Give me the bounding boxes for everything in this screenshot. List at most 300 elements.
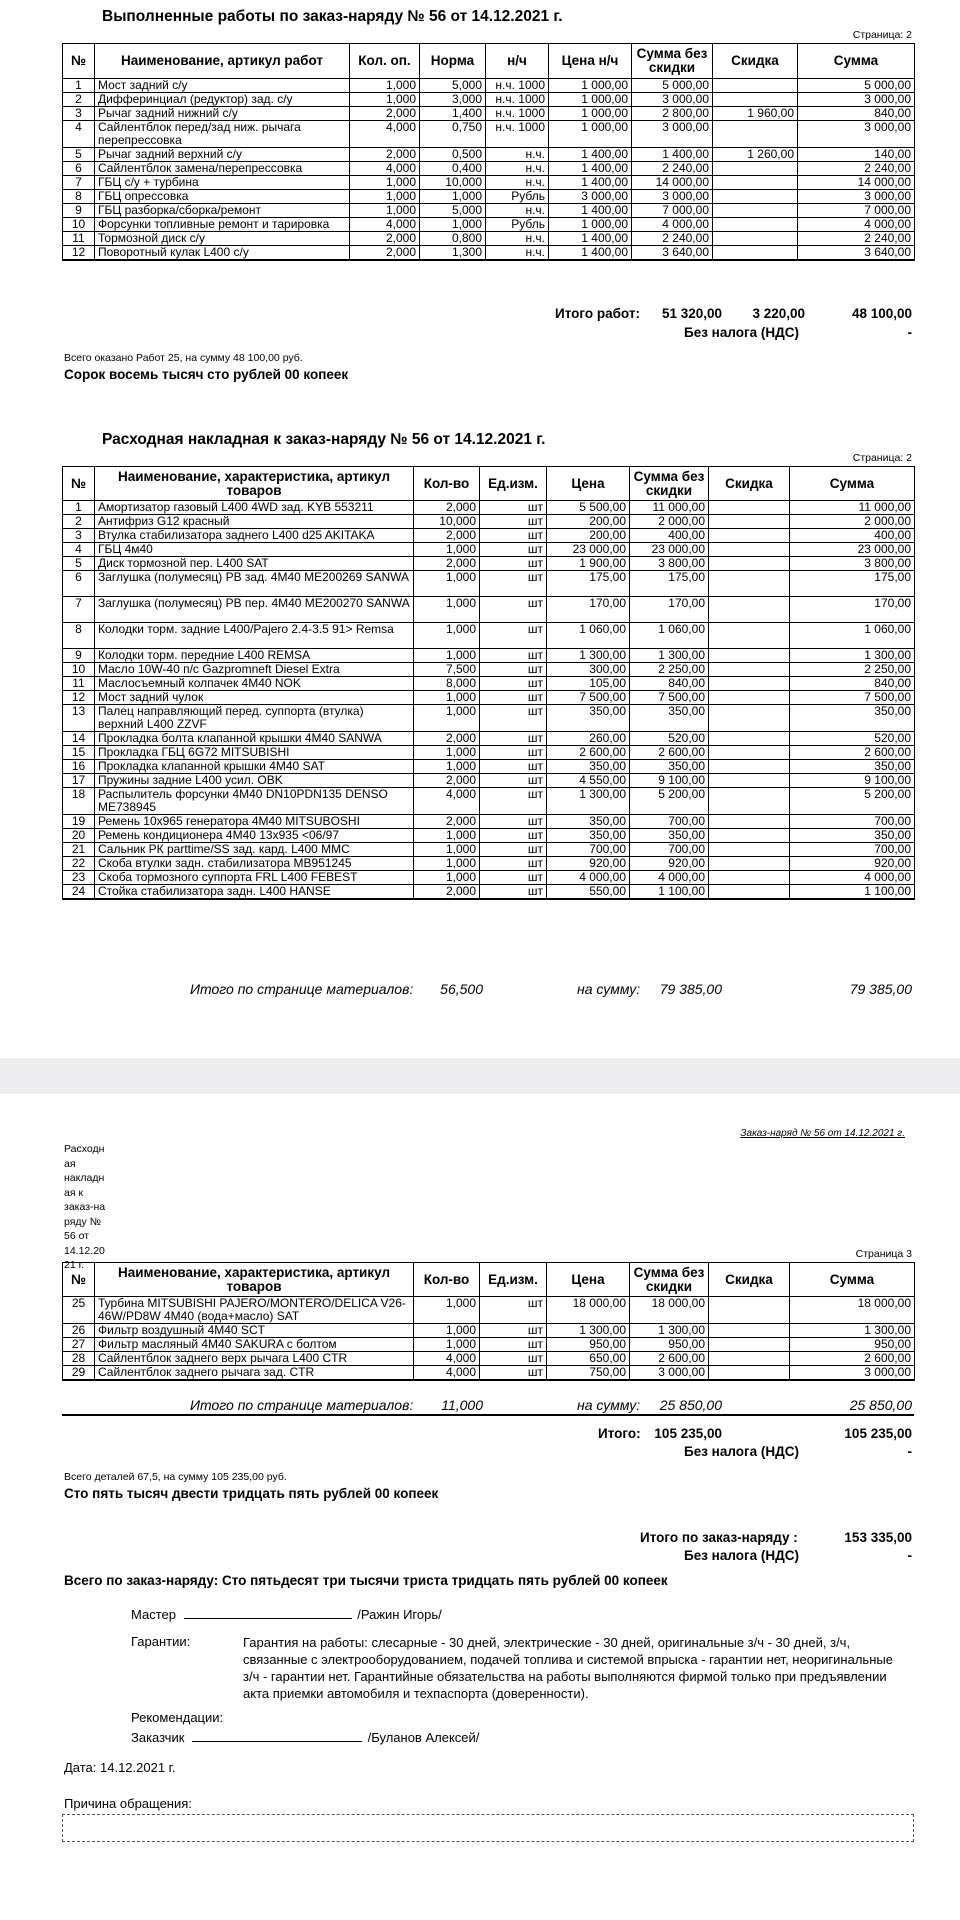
table-cell: 1,000 bbox=[414, 871, 480, 885]
table-cell: 750,00 bbox=[547, 1366, 630, 1381]
table-cell: 200,00 bbox=[547, 529, 630, 543]
column-header: Ед.изм. bbox=[480, 1263, 547, 1297]
table-row bbox=[63, 190, 915, 204]
table-cell: Сайлентблок замена/перепрессовка bbox=[95, 162, 350, 176]
table-cell bbox=[713, 204, 798, 218]
table-cell: 15 bbox=[63, 746, 95, 760]
table-cell: 14 000,00 bbox=[798, 176, 915, 190]
table-cell: 4,000 bbox=[414, 1352, 480, 1366]
table-cell: 10 bbox=[63, 663, 95, 677]
table-cell: 700,00 bbox=[790, 843, 915, 857]
table-cell bbox=[709, 815, 790, 829]
table-cell bbox=[709, 1352, 790, 1366]
table-cell: Маслосъемный колпачек 4M40 NOK bbox=[95, 677, 414, 691]
table-cell: шт bbox=[480, 1366, 547, 1381]
table-cell: 2 240,00 bbox=[798, 162, 915, 176]
table-cell bbox=[709, 1297, 790, 1324]
table-cell: 840,00 bbox=[798, 107, 915, 121]
table-cell bbox=[713, 218, 798, 232]
table-row bbox=[63, 829, 915, 843]
table-cell: 3 000,00 bbox=[798, 190, 915, 204]
column-header: № bbox=[63, 44, 95, 79]
table-row bbox=[63, 246, 915, 261]
table-cell: Рычаг задний верхний с/у bbox=[95, 148, 350, 162]
table-cell: 4,000 bbox=[350, 218, 420, 232]
column-header: Кол-во bbox=[414, 1263, 480, 1297]
table-cell: 2 250,00 bbox=[790, 663, 915, 677]
table-cell: 11 bbox=[63, 232, 95, 246]
table-cell: 520,00 bbox=[630, 732, 709, 746]
order-no-tax-value: - bbox=[907, 1548, 912, 1563]
table-cell: Скоба тормозного суппорта FRL L400 FEBEST bbox=[95, 871, 414, 885]
works-table bbox=[62, 43, 915, 261]
table-cell: 3 800,00 bbox=[630, 557, 709, 571]
column-header: Сумма bbox=[790, 1263, 915, 1297]
column-header: Наименование, артикул работ bbox=[95, 44, 350, 79]
table-cell: 20 bbox=[63, 829, 95, 843]
table-cell: 7 bbox=[63, 597, 95, 623]
column-header: Сумма bbox=[790, 467, 915, 501]
parts-page-label: Страница: 2 bbox=[852, 452, 912, 464]
table-cell: 29 bbox=[63, 1366, 95, 1381]
guarantee-label: Гарантии: bbox=[131, 1634, 191, 1649]
table-cell: Заглушка (полумесяц) РВ зад. 4M40 ME200269 SANWA bbox=[95, 571, 414, 597]
table-cell: 1 100,00 bbox=[790, 885, 915, 900]
table-cell: 400,00 bbox=[630, 529, 709, 543]
table-cell bbox=[709, 623, 790, 649]
table-cell: 1 000,00 bbox=[549, 107, 632, 121]
parts-page-total-label: Итого по странице материалов: bbox=[190, 981, 414, 997]
table-cell: шт bbox=[480, 677, 547, 691]
table-cell: 2,000 bbox=[414, 557, 480, 571]
table-cell: 260,00 bbox=[547, 732, 630, 746]
table-cell: 1 400,00 bbox=[549, 148, 632, 162]
table-cell: 19 bbox=[63, 815, 95, 829]
table-cell: 1,000 bbox=[350, 176, 420, 190]
table-cell: 2,000 bbox=[350, 107, 420, 121]
table-cell: Скоба втулки задн. стабилизатора MB951245 bbox=[95, 857, 414, 871]
vertical-caption-line: 21 г. bbox=[64, 1259, 85, 1271]
table-cell: Турбина MITSUBISHI PAJERO/MONTERO/DELICA V26-46W/PD8W 4M40 (вода+масло) SAT bbox=[95, 1297, 414, 1324]
table-cell: 11 bbox=[63, 677, 95, 691]
table-cell: 1 000,00 bbox=[549, 121, 632, 148]
table-row bbox=[63, 677, 915, 691]
table-cell: 1,000 bbox=[350, 204, 420, 218]
table-cell bbox=[713, 176, 798, 190]
table-cell: Рубль bbox=[486, 190, 549, 204]
table-cell bbox=[709, 663, 790, 677]
parts-no-tax-value: - bbox=[907, 1444, 912, 1459]
table-cell: 140,00 bbox=[798, 148, 915, 162]
table-cell bbox=[709, 843, 790, 857]
works-total-sum: 48 100,00 bbox=[851, 306, 912, 321]
table-row bbox=[63, 204, 915, 218]
table-cell: 4,000 bbox=[350, 162, 420, 176]
column-header: Сумма без скидки bbox=[632, 44, 713, 79]
table-row bbox=[63, 218, 915, 232]
vertical-caption-line: заказ-на bbox=[64, 1201, 106, 1213]
table-cell: 1 300,00 bbox=[790, 1324, 915, 1338]
parts-title: Расходная накладная к заказ-наряду № 56 от 14.12.2021 г. bbox=[102, 431, 546, 448]
table-cell: 4 000,00 bbox=[798, 218, 915, 232]
table-cell: 2 240,00 bbox=[798, 232, 915, 246]
table-cell: шт bbox=[480, 885, 547, 900]
table-cell: шт bbox=[480, 501, 547, 515]
table-cell: 5 500,00 bbox=[547, 501, 630, 515]
table-cell bbox=[709, 557, 790, 571]
table-cell bbox=[709, 1324, 790, 1338]
table-row bbox=[63, 501, 915, 515]
table-cell: 7 500,00 bbox=[630, 691, 709, 705]
table-cell: 1 900,00 bbox=[547, 557, 630, 571]
table-cell: 3 800,00 bbox=[790, 557, 915, 571]
order-header-right: Заказ-наряд № 56 от 14.12.2021 г. bbox=[740, 1128, 905, 1139]
table-cell bbox=[709, 732, 790, 746]
table-cell: 2 600,00 bbox=[630, 1352, 709, 1366]
table-cell: ГБЦ 4м40 bbox=[95, 543, 414, 557]
table-cell: 1,000 bbox=[414, 571, 480, 597]
table-cell: Масло 10W-40 п/с Gazpromneft Diesel Extra bbox=[95, 663, 414, 677]
table-cell bbox=[713, 121, 798, 148]
table-cell: 5 bbox=[63, 148, 95, 162]
table-cell bbox=[709, 691, 790, 705]
table-cell: Прокладка ГБЦ 6G72 MITSUBISHI bbox=[95, 746, 414, 760]
table-cell: Рычаг задний нижний с/у bbox=[95, 107, 350, 121]
table-cell: шт bbox=[480, 663, 547, 677]
table-cell: 950,00 bbox=[547, 1338, 630, 1352]
recommend-label: Рекомендации: bbox=[131, 1710, 224, 1725]
table-cell: 3 640,00 bbox=[632, 246, 713, 261]
table-cell: 5,000 bbox=[420, 79, 486, 93]
table-cell: шт bbox=[480, 515, 547, 529]
table-cell: 7 000,00 bbox=[798, 204, 915, 218]
parts-page-total-final: 79 385,00 bbox=[849, 981, 912, 997]
table-cell bbox=[709, 515, 790, 529]
table-row bbox=[63, 107, 915, 121]
table-cell: шт bbox=[480, 857, 547, 871]
table-cell: Амортизатор газовый L400 4WD зад. KYB 553211 bbox=[95, 501, 414, 515]
column-header: Наименование, характеристика, артикул товаров bbox=[95, 1263, 414, 1297]
table-cell: 400,00 bbox=[790, 529, 915, 543]
table-cell: 11 000,00 bbox=[790, 501, 915, 515]
table-cell: 0,400 bbox=[420, 162, 486, 176]
table-cell: Стойка стабилизатора задн. L400 HANSE bbox=[95, 885, 414, 900]
table-cell bbox=[709, 571, 790, 597]
column-header: Цена н/ч bbox=[549, 44, 632, 79]
table-cell: 175,00 bbox=[790, 571, 915, 597]
table-cell bbox=[713, 190, 798, 204]
table-cell: шт bbox=[480, 760, 547, 774]
table-cell: 1,300 bbox=[420, 246, 486, 261]
table-cell: 12 bbox=[63, 246, 95, 261]
table-cell: н.ч. 1000 bbox=[486, 107, 549, 121]
table-cell: 3 bbox=[63, 107, 95, 121]
table-row bbox=[63, 515, 915, 529]
table-cell: 8 bbox=[63, 623, 95, 649]
master-label: Мастер bbox=[131, 1607, 176, 1622]
table-cell: 5 200,00 bbox=[630, 788, 709, 815]
table-row bbox=[63, 93, 915, 107]
table-cell: 1,000 bbox=[420, 190, 486, 204]
table-cell bbox=[709, 543, 790, 557]
table-cell: 2 600,00 bbox=[630, 746, 709, 760]
table-cell bbox=[709, 746, 790, 760]
table-cell: 1,000 bbox=[414, 760, 480, 774]
table-cell: 300,00 bbox=[547, 663, 630, 677]
table-cell: 2,000 bbox=[414, 885, 480, 900]
table-cell: 170,00 bbox=[630, 597, 709, 623]
table-cell bbox=[709, 705, 790, 732]
table-cell: 2,000 bbox=[350, 232, 420, 246]
table-cell: 350,00 bbox=[630, 705, 709, 732]
vertical-caption-line: накладн bbox=[64, 1172, 105, 1184]
table-cell bbox=[709, 829, 790, 843]
table-cell: 3 000,00 bbox=[632, 93, 713, 107]
table-cell: 4,000 bbox=[414, 1366, 480, 1381]
table-cell: 9 bbox=[63, 649, 95, 663]
table-cell: 1 300,00 bbox=[790, 649, 915, 663]
table-cell: 1 000,00 bbox=[549, 218, 632, 232]
table-cell: Распылитель форсунки 4M40 DN10PDN135 DENSO ME738945 bbox=[95, 788, 414, 815]
table-cell: 105,00 bbox=[547, 677, 630, 691]
vertical-caption-line: Расходн bbox=[64, 1143, 105, 1155]
parts-page-total-qty: 56,500 bbox=[440, 981, 483, 997]
table-row bbox=[63, 543, 915, 557]
table-cell: 14 bbox=[63, 732, 95, 746]
table-cell: Ремень кондиционера 4M40 13х935 <06/97 bbox=[95, 829, 414, 843]
table-cell: 1,000 bbox=[414, 705, 480, 732]
table-cell: 4 550,00 bbox=[547, 774, 630, 788]
table-cell: 3 000,00 bbox=[549, 190, 632, 204]
table-cell: 1 060,00 bbox=[630, 623, 709, 649]
parts-grand-total-label: Итого: bbox=[598, 1426, 641, 1441]
table-cell bbox=[709, 857, 790, 871]
table-cell: 26 bbox=[63, 1324, 95, 1338]
table-cell: 920,00 bbox=[790, 857, 915, 871]
table-cell: шт bbox=[480, 557, 547, 571]
table-cell: 7 000,00 bbox=[632, 204, 713, 218]
column-header: Скидка bbox=[713, 44, 798, 79]
column-header: № bbox=[63, 467, 95, 501]
column-header: Скидка bbox=[709, 467, 790, 501]
order-total-value: 153 335,00 bbox=[844, 1530, 912, 1545]
works-no-tax-label: Без налога (НДС) bbox=[684, 325, 799, 340]
vertical-caption-line: 14.12.20 bbox=[64, 1244, 105, 1257]
table-cell: 10,000 bbox=[420, 176, 486, 190]
table-cell: 4 bbox=[63, 543, 95, 557]
reason-field[interactable] bbox=[62, 1814, 914, 1842]
table-cell: 22 bbox=[63, 857, 95, 871]
table-row bbox=[63, 121, 915, 148]
table-cell: 27 bbox=[63, 1338, 95, 1352]
table-cell: Рубль bbox=[486, 218, 549, 232]
master-signature-blank bbox=[184, 1618, 352, 1619]
parts2-total-rule bbox=[62, 1414, 914, 1416]
table-cell: Заглушка (полумесяц) РВ пер. 4M40 ME200270 SANWA bbox=[95, 597, 414, 623]
table-cell: Колодки торм. передние L400 REMSA bbox=[95, 649, 414, 663]
table-cell bbox=[709, 597, 790, 623]
table-cell: 1 300,00 bbox=[547, 649, 630, 663]
works-total-no-discount: 51 320,00 bbox=[661, 306, 722, 321]
table-row bbox=[63, 691, 915, 705]
table-cell: Диск тормозной пер. L400 SAT bbox=[95, 557, 414, 571]
table-cell: н.ч. bbox=[486, 176, 549, 190]
table-row bbox=[63, 732, 915, 746]
table-cell: шт bbox=[480, 746, 547, 760]
table-cell: шт bbox=[480, 543, 547, 557]
table-cell: 2,000 bbox=[414, 815, 480, 829]
works-no-tax-value: - bbox=[907, 325, 912, 340]
parts-summary-words: Сто пять тысяч двести тридцать пять рублей 00 копеек bbox=[64, 1486, 439, 1501]
works-total-label: Итого работ: bbox=[555, 306, 640, 321]
table-row bbox=[63, 871, 915, 885]
table-cell: 350,00 bbox=[630, 829, 709, 843]
table-cell: Прокладка клапанной крышки 4M40 SAT bbox=[95, 760, 414, 774]
table-cell: Сайлентблок перед/зад ниж. рычага перепрессовка bbox=[95, 121, 350, 148]
table-cell: 2 600,00 bbox=[790, 1352, 915, 1366]
table-cell: 4 000,00 bbox=[790, 871, 915, 885]
table-cell bbox=[709, 501, 790, 515]
table-cell bbox=[709, 529, 790, 543]
table-cell: Форсунки топливные ремонт и тарировка bbox=[95, 218, 350, 232]
vertical-caption-line: ая к bbox=[64, 1186, 84, 1199]
table-cell: 1,000 bbox=[350, 79, 420, 93]
table-cell: 4 bbox=[63, 121, 95, 148]
table-cell: 2,000 bbox=[350, 148, 420, 162]
works-page-label: Страница: 2 bbox=[852, 29, 912, 41]
table-cell: 18 000,00 bbox=[790, 1297, 915, 1324]
table-cell: 350,00 bbox=[547, 705, 630, 732]
table-cell: 1,000 bbox=[414, 597, 480, 623]
table-cell: 9 bbox=[63, 204, 95, 218]
table-cell: Втулка стабилизатора заднего L400 d25 AKITAKA bbox=[95, 529, 414, 543]
table-row bbox=[63, 815, 915, 829]
table-cell bbox=[709, 871, 790, 885]
table-cell: 23 000,00 bbox=[790, 543, 915, 557]
table-row bbox=[63, 162, 915, 176]
order-no-tax-label: Без налога (НДС) bbox=[684, 1548, 799, 1563]
table-row bbox=[63, 79, 915, 93]
table-cell: 6 bbox=[63, 162, 95, 176]
parts-page-total-sum: 79 385,00 bbox=[659, 981, 722, 997]
table-cell: 2,000 bbox=[414, 732, 480, 746]
table-row bbox=[63, 843, 915, 857]
table-cell: 23 000,00 bbox=[547, 543, 630, 557]
table-cell: н.ч. bbox=[486, 232, 549, 246]
table-cell: 7 500,00 bbox=[790, 691, 915, 705]
table-cell: Прокладка болта клапанной крышки 4M40 SANWA bbox=[95, 732, 414, 746]
table-cell: 4,000 bbox=[350, 121, 420, 148]
table-cell: 7,500 bbox=[414, 663, 480, 677]
table-cell: 18 000,00 bbox=[630, 1297, 709, 1324]
table-cell: шт bbox=[480, 649, 547, 663]
table-row bbox=[63, 623, 915, 649]
column-header: Наименование, характеристика, артикул товаров bbox=[95, 467, 414, 501]
table-cell: 2 250,00 bbox=[630, 663, 709, 677]
table-cell: 18 bbox=[63, 788, 95, 815]
table-cell: 1,000 bbox=[350, 190, 420, 204]
table-cell: 1 400,00 bbox=[549, 162, 632, 176]
parts2-page-total-sum: 25 850,00 bbox=[659, 1397, 722, 1413]
table-cell: Сальник РК parttime/SS зад. кард. L400 MMC bbox=[95, 843, 414, 857]
table-cell: 2 240,00 bbox=[632, 232, 713, 246]
table-cell: 2 bbox=[63, 93, 95, 107]
table-cell: 1,000 bbox=[414, 746, 480, 760]
table-cell: 1,000 bbox=[414, 691, 480, 705]
table-cell: Тормозной диск с/у bbox=[95, 232, 350, 246]
table-cell bbox=[709, 760, 790, 774]
parts-grand-total-sum: 105 235,00 bbox=[844, 1426, 912, 1441]
table-cell bbox=[713, 246, 798, 261]
table-row bbox=[63, 1324, 915, 1338]
column-header: № bbox=[63, 1263, 95, 1297]
table-cell: 1,000 bbox=[350, 93, 420, 107]
table-cell: 2 000,00 bbox=[630, 515, 709, 529]
table-cell: Пружины задние L400 усил. OBK bbox=[95, 774, 414, 788]
table-cell: 4 000,00 bbox=[632, 218, 713, 232]
table-cell bbox=[713, 93, 798, 107]
table-cell: 840,00 bbox=[790, 677, 915, 691]
table-row bbox=[63, 760, 915, 774]
table-cell: н.ч. 1000 bbox=[486, 121, 549, 148]
table-cell: 14 000,00 bbox=[632, 176, 713, 190]
customer-name: /Буланов Алексей/ bbox=[367, 1730, 480, 1745]
vertical-caption-line: 56 от bbox=[64, 1230, 90, 1242]
table-cell: шт bbox=[480, 843, 547, 857]
order-total-label: Итого по заказ-наряду : bbox=[640, 1530, 798, 1545]
table-cell: 1 300,00 bbox=[630, 649, 709, 663]
table-cell: 350,00 bbox=[790, 705, 915, 732]
table-cell: н.ч. 1000 bbox=[486, 79, 549, 93]
table-cell: 23 000,00 bbox=[630, 543, 709, 557]
table-cell bbox=[713, 162, 798, 176]
parts2-page-total-label: Итого по странице материалов: bbox=[190, 1397, 414, 1413]
table-cell: 5 200,00 bbox=[790, 788, 915, 815]
parts-grand-total-no-discount: 105 235,00 bbox=[654, 1426, 722, 1441]
table-cell: 1,000 bbox=[414, 1297, 480, 1324]
table-cell: 7 bbox=[63, 176, 95, 190]
table-cell: 1 300,00 bbox=[630, 1324, 709, 1338]
table-cell: 1 400,00 bbox=[549, 246, 632, 261]
table-cell: 350,00 bbox=[790, 760, 915, 774]
table-cell: 175,00 bbox=[547, 571, 630, 597]
table-cell: 700,00 bbox=[630, 843, 709, 857]
table-cell: шт bbox=[480, 1297, 547, 1324]
table-cell: 3 000,00 bbox=[798, 121, 915, 148]
customer-signature-blank bbox=[192, 1741, 362, 1742]
table-cell: н.ч. bbox=[486, 148, 549, 162]
table-cell: 1,000 bbox=[414, 857, 480, 871]
table-cell: 1 300,00 bbox=[547, 1324, 630, 1338]
column-header: Ед.изм. bbox=[480, 467, 547, 501]
table-cell: 175,00 bbox=[630, 571, 709, 597]
customer-signature-line bbox=[131, 1730, 479, 1745]
order-total-words: Всего по заказ-наряду: Сто пятьдесят три тысячи триста тридцать пять рублей 00 копеек bbox=[64, 1573, 668, 1588]
table-cell: Антифриз G12 красный bbox=[95, 515, 414, 529]
table-cell: 700,00 bbox=[547, 843, 630, 857]
table-cell: 2 600,00 bbox=[790, 746, 915, 760]
table-cell: Ремень 10х965 генератора 4M40 MITSUBOSHI bbox=[95, 815, 414, 829]
parts-table-continued bbox=[62, 1262, 915, 1381]
column-header: н/ч bbox=[486, 44, 549, 79]
table-cell: 8,000 bbox=[414, 677, 480, 691]
table-cell: 8 bbox=[63, 190, 95, 204]
table-cell: 2 800,00 bbox=[632, 107, 713, 121]
table-cell: Мост задний с/у bbox=[95, 79, 350, 93]
column-header: Скидка bbox=[709, 1263, 790, 1297]
table-cell: 1 400,00 bbox=[632, 148, 713, 162]
table-cell: 13 bbox=[63, 705, 95, 732]
